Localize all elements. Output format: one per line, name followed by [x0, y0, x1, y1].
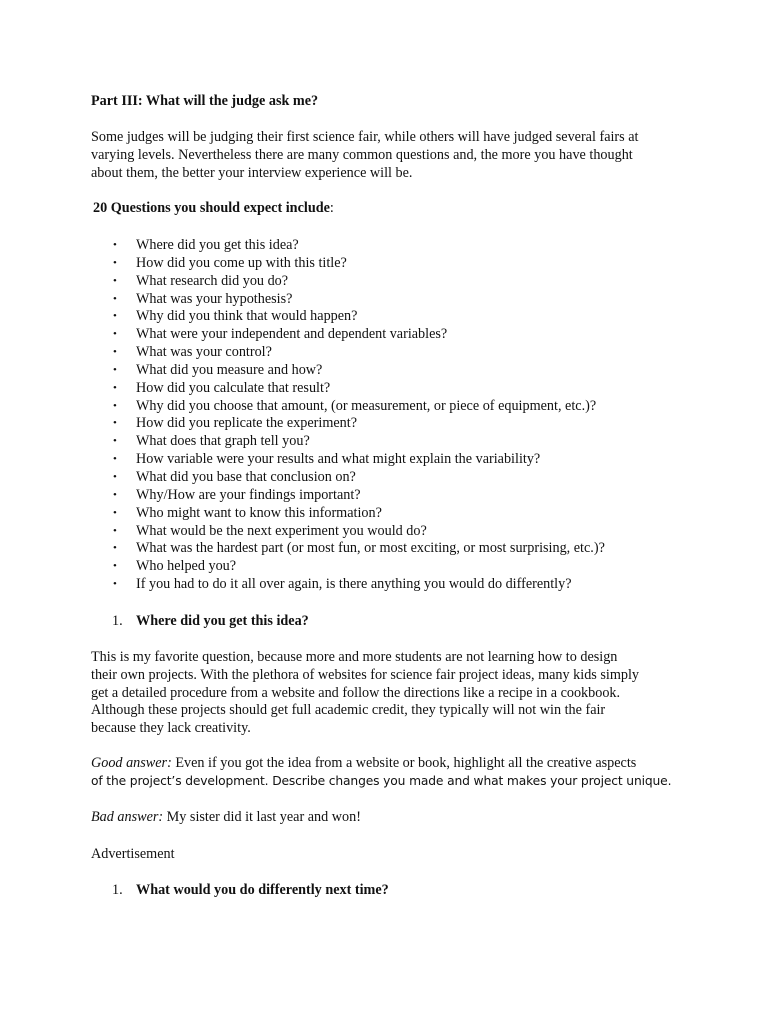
good-answer-line2: of the project’s development. Describe changes you made and what makes your project unique.: [91, 773, 672, 788]
list-item: [91, 415, 605, 433]
good-answer-paragraph: [91, 755, 681, 791]
bullet-icon: •: [113, 310, 117, 323]
bullet-icon: •: [113, 274, 117, 287]
section-title: What would you do differently next time?: [136, 882, 389, 898]
list-item: [91, 398, 605, 416]
list-item: [91, 362, 605, 380]
questions-heading: [93, 200, 334, 218]
bullet-icon: •: [113, 542, 117, 555]
idea-paragraph: [91, 649, 681, 738]
list-item: [91, 433, 605, 451]
paragraph-line: This is my favorite question, because more and more students are not learning how to design: [91, 649, 618, 665]
list-item: [91, 558, 605, 576]
bullet-icon: •: [113, 506, 117, 519]
paragraph-line: get a detailed procedure from a website and follow the directions like a recipe in a cookbook.: [91, 684, 621, 701]
question-text: What does that graph tell you?: [136, 433, 310, 450]
list-item: [91, 273, 605, 291]
question-text: How variable were your results and what might explain the variability?: [136, 451, 541, 468]
list-item: [91, 308, 605, 326]
good-answer-line: [91, 755, 681, 773]
question-text: What would be the next experiment you would do?: [136, 522, 427, 539]
good-answer-label: Good answer:: [91, 755, 172, 771]
bullet-icon: •: [113, 417, 117, 430]
bullet-icon: •: [113, 560, 117, 573]
section-heading-differently: [112, 882, 389, 900]
bullet-icon: •: [113, 578, 117, 591]
question-text: Who might want to know this information?: [136, 504, 382, 521]
questions-heading-bold: 20 Questions you should expect include: [93, 200, 330, 216]
bullet-icon: •: [113, 435, 117, 448]
section-title: Where did you get this idea?: [136, 613, 309, 629]
question-text: What were your independent and dependent variables?: [136, 326, 448, 343]
question-text: What was your hypothesis?: [136, 290, 293, 307]
questions-list: [91, 237, 605, 594]
paragraph-line: because they lack creativity.: [91, 720, 251, 737]
question-text: Where did you get this idea?: [136, 237, 299, 253]
bullet-icon: •: [113, 381, 117, 394]
list-item: [91, 469, 605, 487]
intro-line: varying levels. Nevertheless there are many common questions and, the more you have thought: [91, 146, 633, 163]
list-item: [91, 237, 605, 255]
question-text: What did you measure and how?: [136, 361, 323, 378]
questions-heading-suffix: :: [329, 200, 334, 216]
advertisement-label: Advertisement: [91, 846, 175, 862]
bullet-icon: •: [113, 488, 117, 501]
question-text: Why did you think that would happen?: [136, 308, 358, 325]
bad-answer-text: My sister did it last year and won!: [163, 809, 361, 825]
list-item: [91, 326, 605, 344]
section-heading-idea: [112, 613, 309, 631]
section-number: 1.: [112, 613, 123, 629]
bullet-icon: •: [113, 346, 117, 359]
intro-line: Some judges will be judging their first science fair, while others will have judged several fairs at: [91, 129, 639, 145]
bullet-icon: •: [113, 453, 117, 466]
good-answer-text: Even if you got the idea from a website or book, highlight all the creative aspects: [171, 755, 637, 771]
list-item: [91, 344, 605, 362]
bad-answer-paragraph: [91, 809, 681, 827]
list-item: [91, 487, 605, 505]
list-item: [91, 380, 605, 398]
question-text: How did you come up with this title?: [136, 254, 347, 271]
intro-line: about them, the better your interview experience will be.: [91, 164, 413, 181]
bullet-icon: •: [113, 399, 117, 412]
question-text: What was your control?: [136, 344, 272, 361]
list-item: [91, 505, 605, 523]
bullet-icon: •: [113, 239, 117, 251]
list-item: [91, 540, 605, 558]
bullet-icon: •: [113, 256, 117, 269]
part-heading: Part III: What will the judge ask me?: [91, 93, 319, 109]
question-text: Why/How are your findings important?: [136, 486, 361, 503]
intro-paragraph: [91, 129, 691, 182]
bullet-icon: •: [113, 470, 117, 483]
question-text: What was the hardest part (or most fun, or most exciting, or most surprising, etc.)?: [136, 540, 605, 557]
list-item: [91, 255, 605, 273]
question-text: How did you calculate that result?: [136, 379, 331, 396]
bullet-icon: •: [113, 524, 117, 537]
question-text: If you had to do it all over again, is there anything you would do differently?: [136, 576, 572, 593]
question-text: How did you replicate the experiment?: [136, 415, 358, 432]
question-text: Why did you choose that amount, (or measurement, or piece of equipment, etc.)?: [136, 397, 597, 414]
bullet-icon: •: [113, 363, 117, 376]
section-number: 1.: [112, 882, 123, 898]
paragraph-line: Although these projects should get full academic credit, they typically will not win the fair: [91, 702, 606, 719]
bullet-icon: •: [113, 292, 117, 305]
question-text: What research did you do?: [136, 272, 289, 289]
list-item: [91, 291, 605, 309]
list-item: [91, 451, 605, 469]
question-text: Who helped you?: [136, 558, 237, 575]
bullet-icon: •: [113, 328, 117, 341]
list-item: [91, 576, 605, 594]
bad-answer-label: Bad answer:: [91, 809, 164, 825]
list-item: [91, 523, 605, 541]
paragraph-line: their own projects. With the plethora of websites for science fair project ideas, many kids simply: [91, 666, 639, 683]
question-text: What did you base that conclusion on?: [136, 468, 356, 485]
